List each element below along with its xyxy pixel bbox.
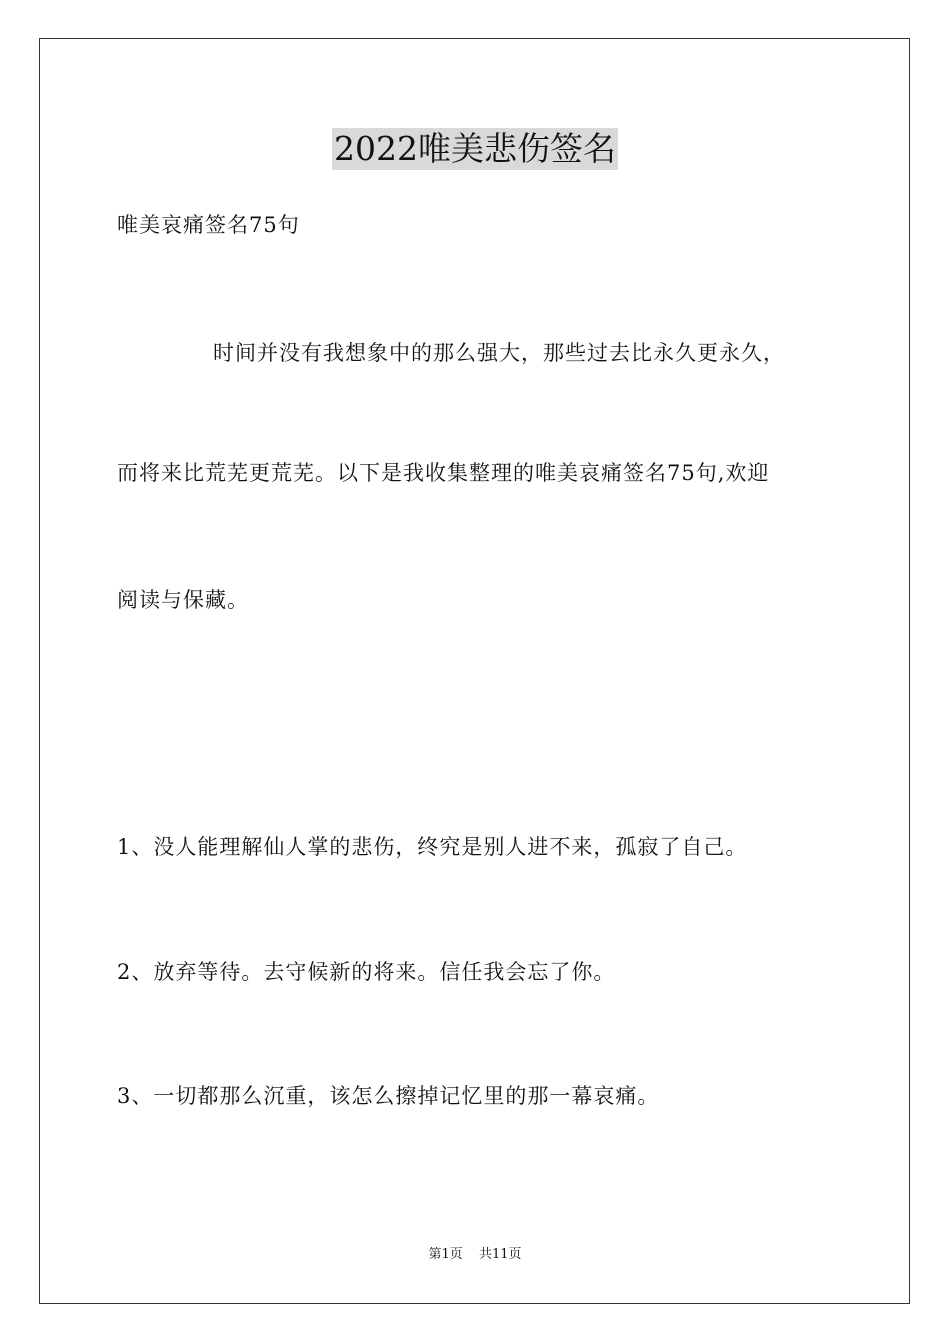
intro-line-1: 时间并没有我想象中的那么强大，那些过去比永久更永久， <box>213 341 785 365</box>
intro-line-3: 阅读与保藏。 <box>117 588 249 612</box>
document-title: 2022唯美悲伤签名 <box>334 129 616 168</box>
intro-line-2: 而将来比荒芜更荒芜。以下是我收集整理的唯美哀痛签名75句,欢迎 <box>117 461 770 485</box>
document-subtitle: 唯美哀痛签名75句 <box>117 213 300 237</box>
list-item-3: 3、一切都那么沉重，该怎么擦掉记忆里的那一幕哀痛。 <box>117 1084 660 1108</box>
list-item-1: 1、没人能理解仙人掌的悲伤，终究是别人进不来，孤寂了自己。 <box>117 835 748 859</box>
list-item-2: 2、放弃等待。去守候新的将来。信任我会忘了你。 <box>117 960 616 984</box>
page-footer <box>0 1246 950 1264</box>
footer-page-total: 共11页 <box>478 1247 522 1262</box>
title-container <box>0 128 950 170</box>
footer-page-current: 第1页 <box>428 1247 463 1262</box>
